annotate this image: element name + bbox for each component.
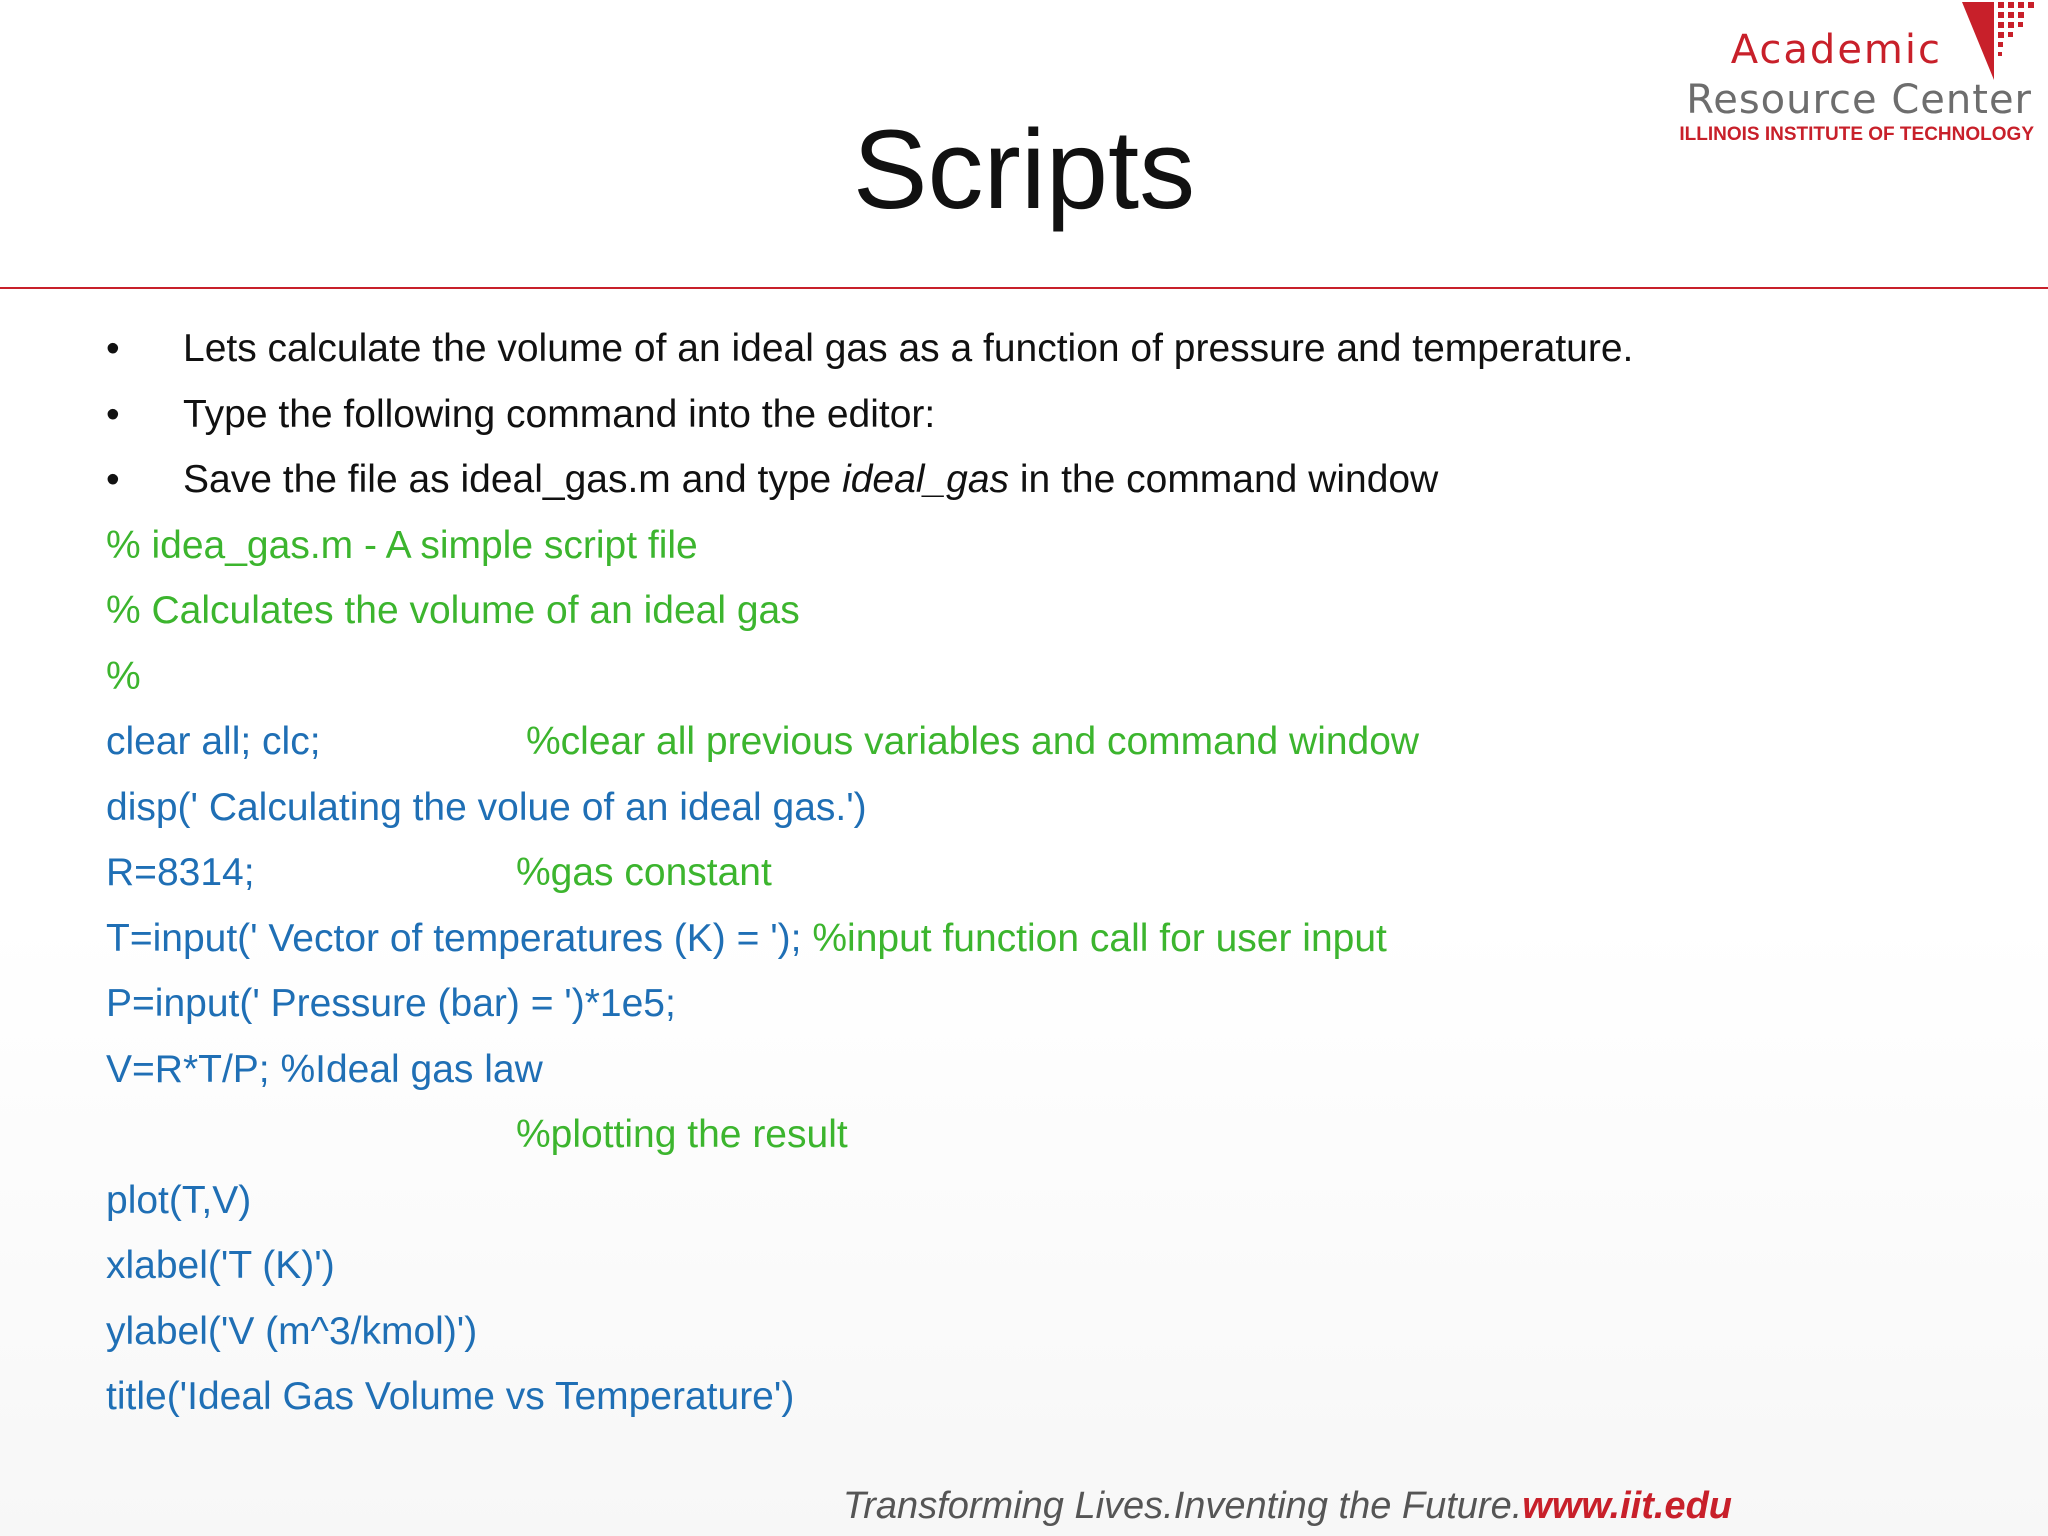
footer-tagline xyxy=(843,1478,1732,1534)
code-line: title('Ideal Gas Volume vs Temperature') xyxy=(106,1375,795,1418)
code-line: P=input(' Pressure (bar) = ')*1e5; xyxy=(106,982,676,1025)
bullet-text-italic: ideal_gas xyxy=(842,458,1010,501)
code-comment: %plotting the result xyxy=(516,1113,848,1156)
code-line: V=R*T/P; %Ideal gas law xyxy=(106,1047,543,1091)
code-comment-line: % idea_gas.m - A simple script file xyxy=(106,523,698,567)
bullet-text-before: Save the file as ideal_gas.m and type xyxy=(183,458,843,501)
code-comment-line: % Calculates the volume of an ideal gas xyxy=(106,589,800,632)
slide-content xyxy=(106,316,2006,1430)
bullet-marker: • xyxy=(106,327,120,370)
bullet-item xyxy=(106,447,2006,513)
code-comment: %gas constant xyxy=(516,851,772,894)
bullet-item xyxy=(106,316,2006,382)
code-statement: R=8314; xyxy=(106,851,255,894)
code-line: plot(T,V) xyxy=(106,1178,252,1222)
code-comment: %input function call for user input xyxy=(812,916,1387,960)
code-statement: clear all; clc; xyxy=(106,720,321,763)
logo-academic-text: Academic xyxy=(1730,27,1942,73)
bullet-text xyxy=(183,447,1438,513)
slide-title: Scripts xyxy=(852,107,1196,232)
code-line: xlabel('T (K)') xyxy=(106,1244,335,1287)
code-line xyxy=(106,1102,2006,1168)
logo-resource-center-text: Resource Center xyxy=(1686,77,2032,123)
bullet-marker: • xyxy=(106,392,120,436)
code-line: ylabel('V (m^3/kmol)') xyxy=(106,1309,478,1353)
bullet-text-after: in the command window xyxy=(1009,458,1439,501)
code-statement: T=input(' Vector of temperatures (K) = '); xyxy=(106,916,802,960)
code-comment: %clear all previous variables and command window xyxy=(526,720,1420,763)
code-line xyxy=(106,906,2006,972)
footer-tagline-text: Transforming Lives.Inventing the Future. xyxy=(842,1485,1523,1527)
code-line xyxy=(106,709,2006,775)
code-line xyxy=(106,840,2006,906)
bullet-text: Type the following command into the editor: xyxy=(183,392,936,436)
title-divider xyxy=(0,287,2048,289)
code-line: disp(' Calculating the volue of an ideal gas.') xyxy=(106,785,867,829)
bullet-marker: • xyxy=(106,458,120,501)
code-comment-line: % xyxy=(106,654,141,698)
bullet-item xyxy=(106,382,2006,448)
triangle-logo-icon xyxy=(1954,0,2038,84)
logo-iit-text: ILLINOIS INSTITUTE OF TECHNOLOGY xyxy=(1679,124,2034,145)
bullet-text: Lets calculate the volume of an ideal gas as a function of pressure and temperature. xyxy=(183,327,1634,370)
footer-url: www.iit.edu xyxy=(1522,1485,1732,1527)
